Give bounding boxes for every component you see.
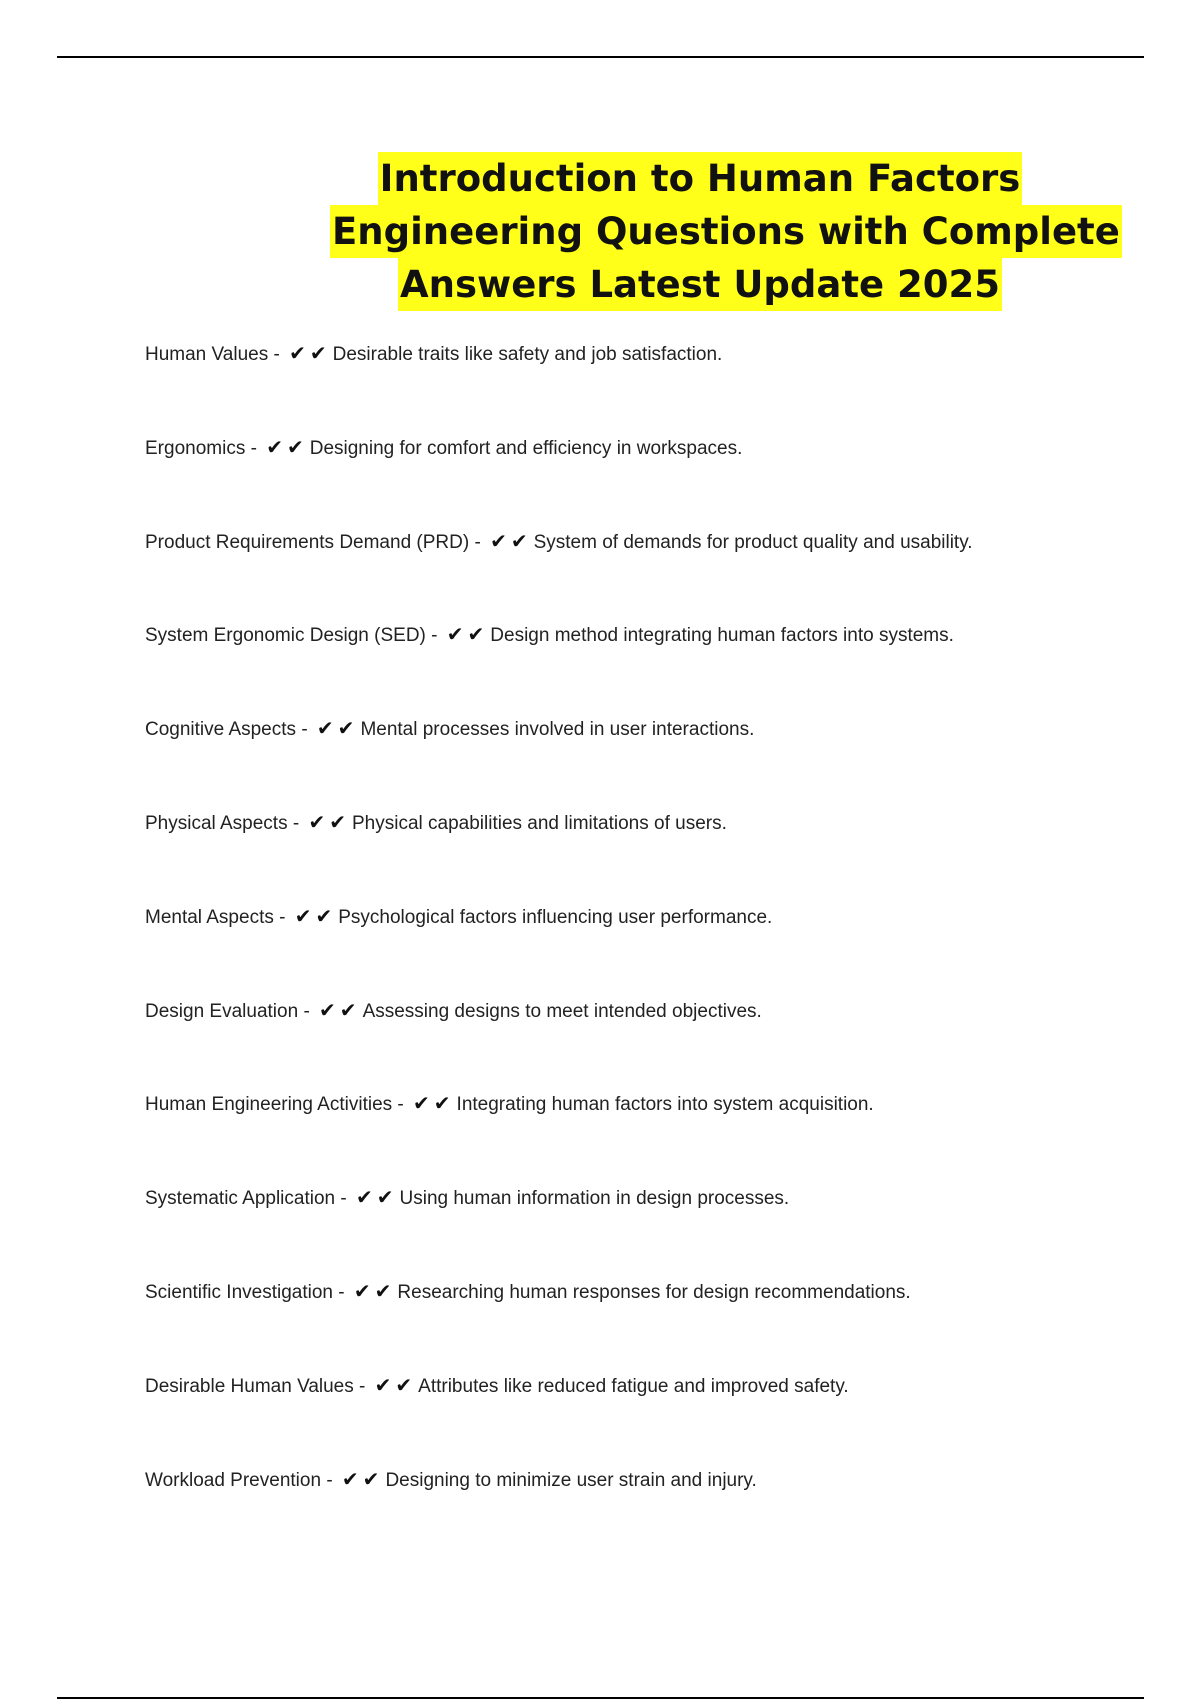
definition: System of demands for product quality and usability.: [533, 531, 973, 553]
check-icon: ✔✔: [353, 1278, 396, 1303]
check-icon: ✔✔: [374, 1372, 417, 1397]
separator: -: [338, 1281, 345, 1303]
list-item: [145, 809, 1145, 903]
document-title: [330, 152, 1120, 311]
top-rule: [57, 56, 1144, 58]
title-line: Engineering Questions with Complete: [330, 205, 1122, 258]
definition: Assessing designs to meet intended objectives.: [362, 1000, 762, 1022]
definition: Psychological factors influencing user performance.: [338, 906, 773, 928]
definition: Designing for comfort and efficiency in workspaces.: [309, 437, 743, 459]
check-icon: ✔✔: [294, 903, 337, 928]
list-item: [145, 340, 1145, 434]
term: Ergonomics: [145, 437, 246, 459]
list-item: [145, 1090, 1145, 1184]
term: System Ergonomic Design (SED): [145, 625, 426, 647]
check-icon: ✔✔: [446, 622, 489, 647]
separator: -: [292, 812, 300, 834]
separator: -: [431, 625, 438, 647]
list-item: [145, 715, 1145, 809]
definition: Researching human responses for design recommendations.: [397, 1281, 911, 1303]
check-icon: ✔✔: [490, 528, 532, 553]
definition: Designing to minimize user strain and injury.: [385, 1469, 757, 1491]
separator: -: [301, 719, 308, 741]
separator: -: [397, 1094, 404, 1116]
list-item: [145, 1184, 1145, 1278]
check-icon: ✔✔: [308, 809, 350, 834]
definition: Desirable traits like safety and job satisfaction.: [332, 344, 723, 365]
term: Mental Aspects: [145, 906, 274, 928]
definition: Using human information in design processes.: [399, 1188, 790, 1210]
term: Cognitive Aspects: [145, 719, 297, 741]
list-item: [145, 528, 1145, 622]
title-line: Answers Latest Update 2025: [398, 258, 1002, 311]
check-icon: ✔✔: [316, 716, 359, 741]
check-icon: ✔✔: [319, 997, 361, 1022]
term: Workload Prevention: [145, 1469, 322, 1491]
separator: -: [474, 531, 481, 553]
bottom-rule: [57, 1697, 1144, 1699]
term: Human Values: [145, 344, 269, 365]
separator: -: [273, 344, 280, 365]
check-icon: ✔✔: [413, 1091, 455, 1116]
definition: Attributes like reduced fatigue and improved safety.: [418, 1375, 849, 1397]
list-item: [145, 1372, 1145, 1466]
list-item: [145, 621, 1145, 715]
term: Design Evaluation: [145, 1000, 299, 1022]
separator: -: [279, 906, 286, 928]
definition: Design method integrating human factors into systems.: [490, 625, 954, 647]
list-item: [145, 903, 1145, 997]
term: Human Engineering Activities: [145, 1094, 393, 1116]
check-icon: ✔✔: [266, 434, 308, 459]
separator: -: [250, 437, 257, 459]
separator: -: [326, 1469, 333, 1491]
term: Physical Aspects: [145, 812, 288, 834]
list-item: [145, 1466, 1145, 1560]
check-icon: ✔✔: [355, 1185, 398, 1210]
definition: Physical capabilities and limitations of users.: [351, 812, 727, 834]
check-icon: ✔✔: [289, 341, 331, 365]
term: Desirable Human Values: [145, 1375, 354, 1397]
title-line: Introduction to Human Factors: [378, 152, 1023, 205]
check-icon: ✔✔: [341, 1466, 384, 1491]
separator: -: [340, 1188, 347, 1210]
term: Systematic Application: [145, 1188, 336, 1210]
term: Scientific Investigation: [145, 1281, 333, 1303]
definition: Mental processes involved in user interactions.: [360, 719, 755, 741]
term: Product Requirements Demand (PRD): [145, 531, 470, 553]
separator: -: [359, 1375, 366, 1397]
list-item: [145, 1278, 1145, 1372]
definition: Integrating human factors into system acquisition.: [456, 1094, 874, 1116]
separator: -: [303, 1000, 310, 1022]
list-item: [145, 434, 1145, 528]
term-list: [145, 340, 1145, 1559]
list-item: [145, 997, 1145, 1091]
